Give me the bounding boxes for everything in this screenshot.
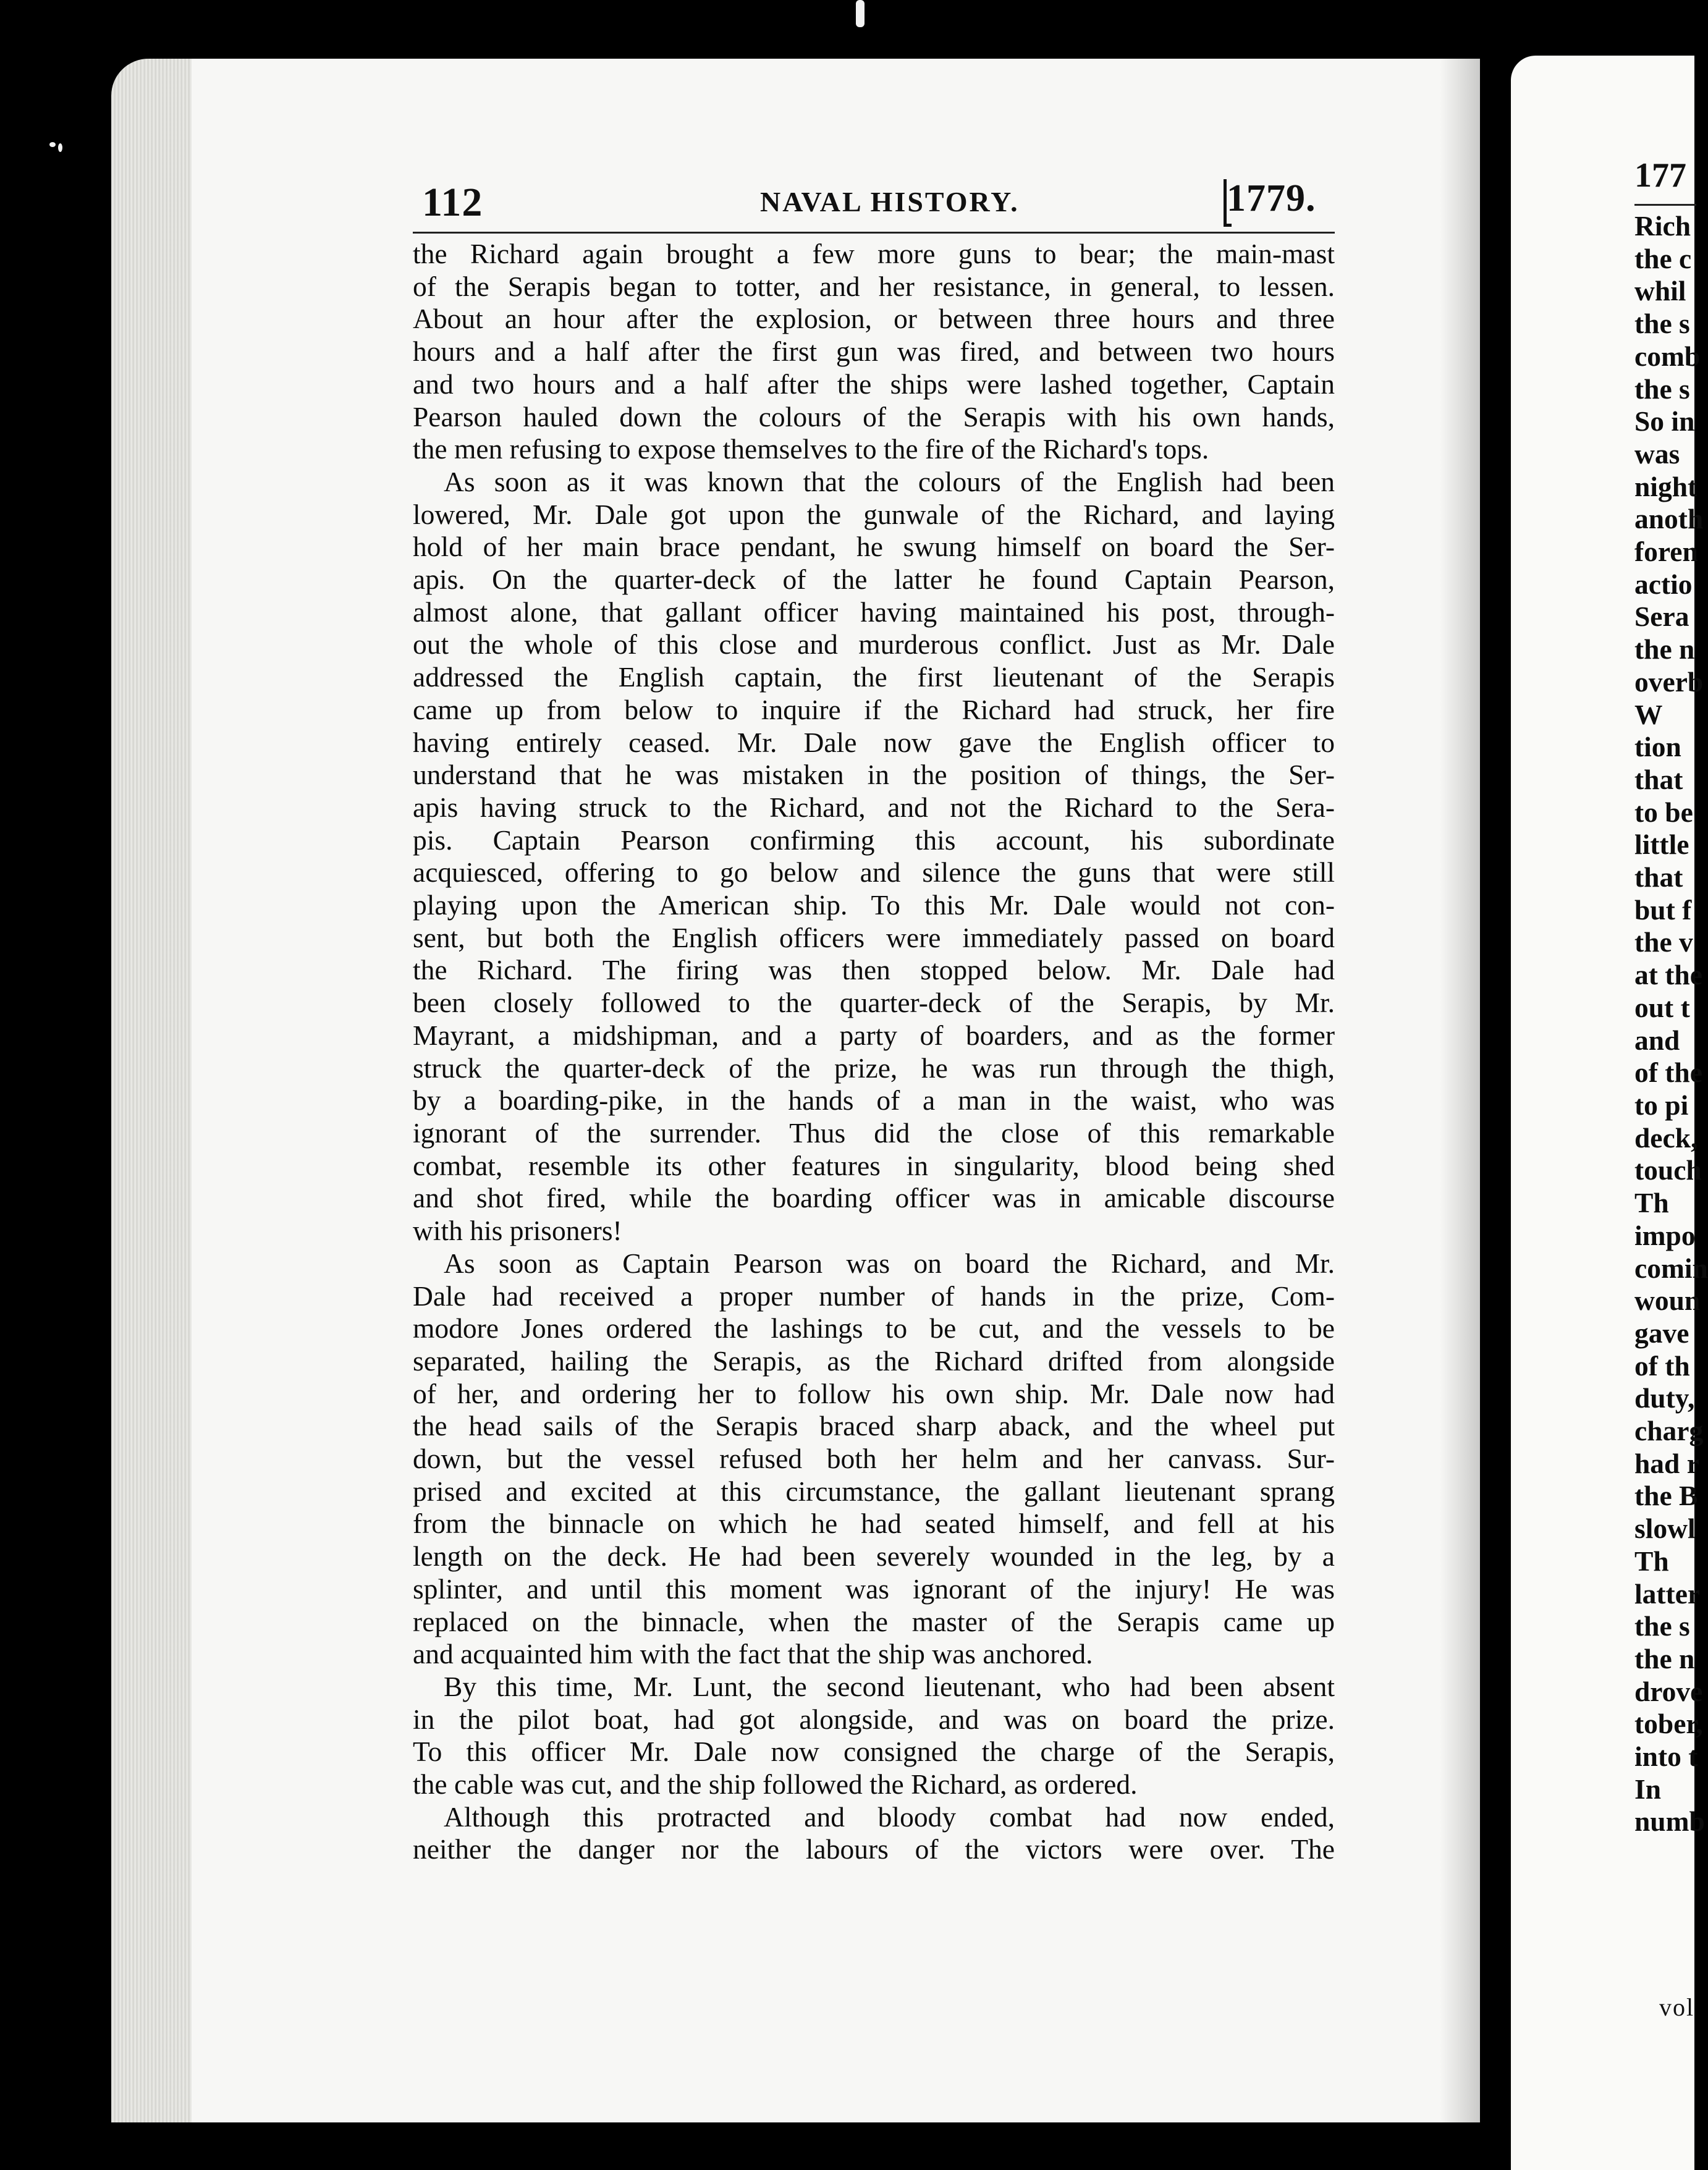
text-line: and two hours and a half after the ships were lashed together, Captain [413,368,1335,400]
text-line: down, but the vessel refused both her helm and her canvass. Sur- [413,1443,1335,1475]
text-line: length on the deck. He had been severely wounded in the leg, by a [413,1540,1335,1573]
right-page-line: Th [1634,1187,1669,1219]
right-page-line: had r [1634,1447,1699,1479]
right-page-line: slowl [1634,1513,1696,1545]
right-page-line: charg [1634,1415,1704,1447]
right-page-line: latter [1634,1577,1701,1610]
right-page-line: was [1634,437,1680,470]
right-page-line: foren [1634,536,1698,568]
right-page-line: at the [1634,959,1702,991]
text-line: modore Jones ordered the lashings to be cut, and the vessels to be [413,1312,1335,1345]
text-line: separated, hailing the Serapis, as the Richard drifted from alongside [413,1345,1335,1377]
right-page-line: the v [1634,926,1693,958]
text-line: the cable was cut, and the ship followed the Richard, as ordered. [413,1768,1138,1801]
text-line: Although this protracted and bloody combat had now ended, [444,1801,1335,1833]
right-page-line: deck, [1634,1121,1698,1154]
right-page-line: overb [1634,665,1704,698]
right-page-line: of th [1634,1349,1690,1382]
right-page-line: the c [1634,242,1692,274]
right-page-line: the s [1634,1610,1690,1642]
text-line: the Richard. The firing was then stopped below. Mr. Dale had [413,954,1335,986]
right-page-line: of the [1634,1057,1702,1089]
right-page-line: to pi [1634,1089,1689,1121]
right-page-line: comin [1634,1252,1708,1284]
right-page-line: whil [1634,275,1686,307]
right-page-line: and [1634,1024,1680,1056]
right-page-line: Sera [1634,601,1689,633]
running-head: NAVAL HISTORY. [760,186,1020,217]
text-line: been closely followed to the quarter-deck of the Serapis, by Mr. [413,987,1335,1019]
right-page-line: In [1634,1773,1662,1805]
right-page-line: out t [1634,991,1690,1023]
text-line: in the pilot boat, had got alongside, and was on board the prize. [413,1703,1335,1735]
right-page-line: comb [1634,340,1701,372]
right-page-line: the s [1634,373,1690,405]
scan-mark [856,0,865,27]
text-line: By this time, Mr. Lunt, the second lieutenant, who had been absent [444,1670,1335,1702]
body-text [413,238,1335,1866]
right-page-line: drove [1634,1675,1703,1707]
text-line: struck the quarter-deck of the prize, he was run through the thigh, [413,1052,1335,1084]
right-page-line: actio [1634,568,1693,600]
text-line: hours and a half after the first gun was fired, and between two hours [413,336,1335,368]
text-line: Dale had received a proper number of hands in the prize, Com- [413,1280,1335,1312]
right-page-line: touch [1634,1154,1702,1186]
right-page-line: that [1634,861,1683,893]
text-line: came up from below to inquire if the Richard had struck, her fire [413,693,1335,725]
text-line: almost alone, that gallant officer having maintained his post, through- [413,596,1335,628]
right-page-line: but f [1634,893,1692,926]
right-page-line: that [1634,763,1683,795]
text-line: Pearson hauled down the colours of the Serapis with his own hands, [413,400,1335,433]
right-page-line: numb [1634,1805,1705,1838]
right-page-line: Rich [1634,210,1691,242]
right-page-line: anoth [1634,503,1704,535]
right-page-line: the s [1634,308,1690,340]
text-line: of the Serapis began to totter, and her resistance, in general, to lessen. [413,270,1335,302]
scan-specks [49,142,68,161]
text-line: apis. On the quarter-deck of the latter he found Captain Pearson, [413,564,1335,596]
text-line: replaced on the binnacle, when the master of the Serapis came up [413,1605,1335,1637]
right-page-rule [1634,204,1696,206]
right-page-line: the n [1634,1642,1695,1674]
text-line: understand that he was mistaken in the position of things, the Ser- [413,759,1335,791]
text-line: playing upon the American ship. To this Mr. Dale would not con- [413,889,1335,921]
right-page-line: the B [1634,1480,1698,1512]
right-page-line: W [1634,698,1663,730]
page-edge-stack [111,59,192,2122]
text-line: addressed the English captain, the first lieutenant of the Serapis [413,661,1335,693]
right-page-year: 177 [1634,156,1686,195]
text-line: About an hour after the explosion, or between three hours and three [413,303,1335,335]
text-line: combat, resemble its other features in singularity, blood being shed [413,1149,1335,1181]
text-line: by a boarding-pike, in the hands of a man in the waist, who was [413,1084,1335,1117]
text-line: ignorant of the surrender. Thus did the close of this remarkable [413,1117,1335,1149]
right-page-line: gave [1634,1317,1689,1349]
text-line: sent, but both the English officers were immediately passed on board [413,921,1335,953]
text-line: of her, and ordering her to follow his own ship. Mr. Dale now had [413,1377,1335,1409]
text-line: having entirely ceased. Mr. Dale now gave the English officer to [413,726,1335,758]
text-line: As soon as it was known that the colours of the English had been [444,465,1335,497]
text-line: prised and excited at this circumstance, the gallant lieutenant sprang [413,1475,1335,1507]
text-line: with his prisoners! [413,1215,622,1247]
right-page-line: tober, [1634,1708,1703,1740]
text-line: hold of her main brace pendant, he swung himself on board the Ser- [413,531,1335,563]
text-line: To this officer Mr. Dale now consigned the charge of the Serapis, [413,1736,1335,1768]
right-page-text [1634,210,1708,1838]
right-page-line: to be [1634,796,1693,828]
text-line: out the whole of this close and murderous conflict. Just as Mr. Dale [413,628,1335,661]
header-rule [413,232,1335,234]
text-line: the head sails of the Serapis braced sharp aback, and the wheel put [413,1410,1335,1442]
text-line: neither the danger nor the labours of the victors were over. The [413,1833,1335,1865]
right-page-line: night [1634,470,1697,502]
page-number: 112 [422,180,483,225]
text-line: As soon as Captain Pearson was on board the Richard, and Mr. [444,1247,1335,1279]
page-year: 1779. [1227,177,1316,219]
right-page-line: impo [1634,1219,1696,1251]
signature-mark: vol [1659,1993,1695,2021]
right-page-line: into t [1634,1741,1698,1773]
text-line: the men refusing to expose themselves to the fire of the Richard's tops. [413,433,1209,465]
text-line: lowered, Mr. Dale got upon the gunwale of the Richard, and laying [413,498,1335,530]
text-line: from the binnacle on which he had seated himself, and fell at his [413,1508,1335,1540]
text-line: the Richard again brought a few more guns to bear; the main-mast [413,238,1335,269]
text-line: pis. Captain Pearson confirming this account, his subordinate [413,824,1335,856]
right-page-line: tion [1634,731,1681,763]
text-line: and acquainted him with the fact that the ship was anchored. [413,1638,1093,1670]
text-line: splinter, and until this moment was ignorant of the injury! He was [413,1573,1335,1605]
right-page-line: little [1634,829,1689,861]
text-line: Mayrant, a midshipman, and a party of boarders, and as the former [413,1019,1335,1051]
text-line: and shot fired, while the boarding officer was in amicable discourse [413,1182,1335,1214]
right-page-line: woun [1634,1285,1701,1317]
right-page-line: the n [1634,633,1695,665]
text-line: acquiesced, offering to go below and silence the guns that were still [413,856,1335,889]
right-page-line: Th [1634,1545,1669,1577]
right-page-line: duty, [1634,1382,1695,1414]
text-line: apis having struck to the Richard, and not the Richard to the Sera- [413,791,1335,823]
right-page-line: So in [1634,405,1695,437]
gutter-shadow [1440,59,1480,2122]
